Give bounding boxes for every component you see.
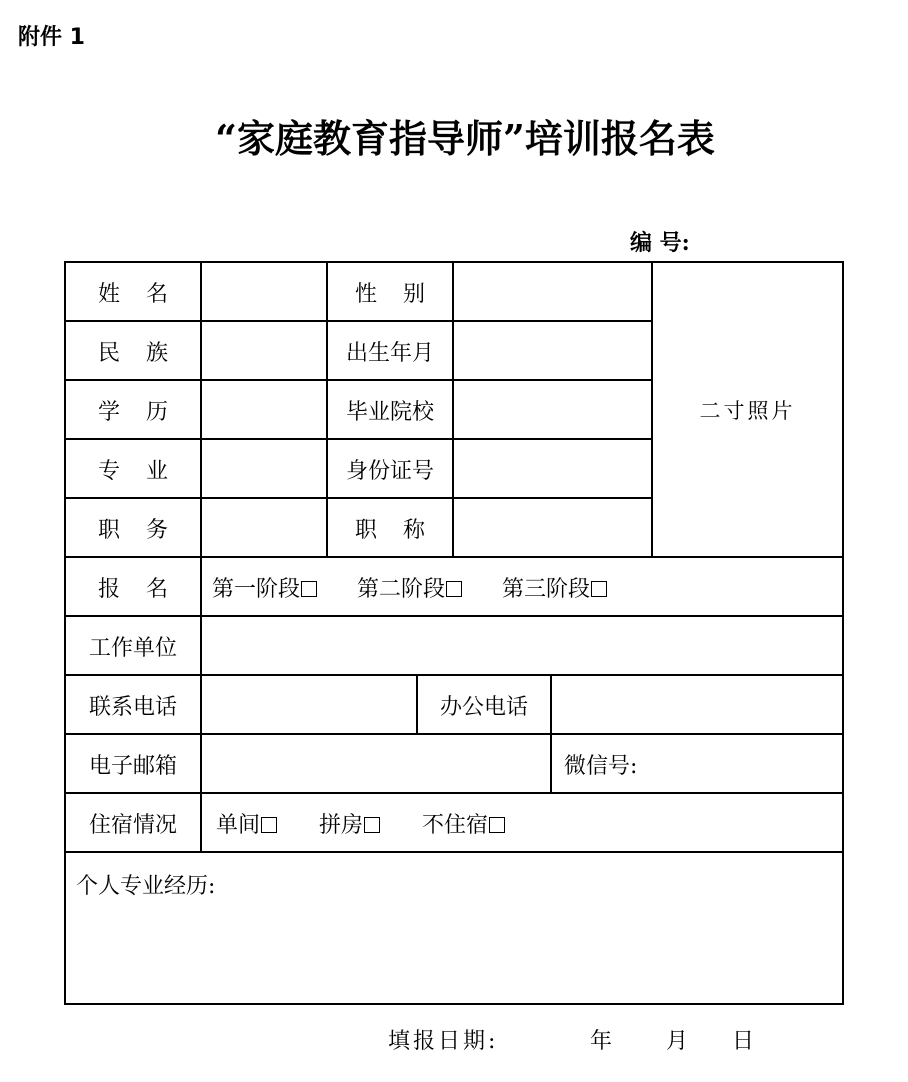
- lodging-option-single[interactable]: 单间: [216, 808, 277, 839]
- stage-1-checkbox[interactable]: [301, 581, 317, 597]
- position-label: 职务: [97, 517, 194, 543]
- day-label: 日: [732, 1029, 755, 1054]
- year-label: 年: [590, 1029, 613, 1054]
- no-lodging-checkbox[interactable]: [489, 817, 505, 833]
- email-label: 电子邮箱: [88, 753, 177, 779]
- id-number-field[interactable]: [454, 440, 651, 498]
- signup-label: 报名: [97, 576, 194, 602]
- workplace-label: 工作单位: [88, 635, 177, 661]
- office-phone-label: 办公电话: [439, 694, 528, 720]
- workplace-field[interactable]: [202, 617, 842, 675]
- education-label: 学历: [97, 399, 194, 425]
- name-label: 姓名: [97, 281, 194, 307]
- stage-3-checkbox[interactable]: [591, 581, 607, 597]
- position-field[interactable]: [202, 499, 326, 557]
- wechat-field[interactable]: [564, 735, 842, 793]
- signup-option-stage-3[interactable]: 第三阶段: [502, 572, 607, 603]
- birth-date-field[interactable]: [454, 322, 651, 380]
- wechat-label: 微信号:: [564, 753, 638, 779]
- ethnicity-field[interactable]: [202, 322, 326, 380]
- gender-field[interactable]: [454, 263, 651, 321]
- fill-date-row: [388, 1024, 788, 1054]
- serial-number-label: 编 号:: [630, 230, 690, 256]
- email-field[interactable]: [202, 735, 550, 793]
- office-phone-field[interactable]: [552, 676, 842, 734]
- school-field[interactable]: [454, 381, 651, 439]
- gender-label: 性别: [354, 281, 451, 307]
- ethnicity-label: 民族: [97, 340, 194, 366]
- photo-box[interactable]: [653, 263, 842, 556]
- form-title: “家庭教育指导师”培训报名表: [215, 116, 715, 161]
- school-label: 毕业院校: [345, 399, 434, 425]
- major-field[interactable]: [202, 440, 326, 498]
- professional-title-label: 职称: [354, 517, 451, 543]
- id-number-label: 身份证号: [345, 458, 434, 484]
- fill-date-label: 填报日期:: [388, 1029, 499, 1054]
- shared-room-checkbox[interactable]: [364, 817, 380, 833]
- attachment-label: 附件 1: [18, 25, 85, 50]
- lodging-option-shared[interactable]: 拼房: [319, 808, 380, 839]
- birth-date-label: 出生年月: [345, 340, 434, 366]
- month-label: 月: [666, 1029, 689, 1054]
- registration-form-table: [64, 261, 844, 1005]
- experience-field[interactable]: [76, 869, 836, 903]
- experience-label: 个人专业经历:: [76, 874, 216, 899]
- lodging-option-none[interactable]: 不住宿: [422, 808, 505, 839]
- major-label: 专业: [97, 458, 194, 484]
- phone-field[interactable]: [202, 676, 416, 734]
- signup-option-stage-2[interactable]: 第二阶段: [357, 572, 462, 603]
- photo-label: 二寸照片: [699, 398, 796, 423]
- stage-2-checkbox[interactable]: [446, 581, 462, 597]
- phone-label: 联系电话: [88, 694, 177, 720]
- signup-option-stage-1[interactable]: 第一阶段: [212, 572, 317, 603]
- education-field[interactable]: [202, 381, 326, 439]
- single-room-checkbox[interactable]: [261, 817, 277, 833]
- lodging-label: 住宿情况: [88, 812, 177, 838]
- professional-title-field[interactable]: [454, 499, 651, 557]
- name-field[interactable]: [202, 263, 326, 321]
